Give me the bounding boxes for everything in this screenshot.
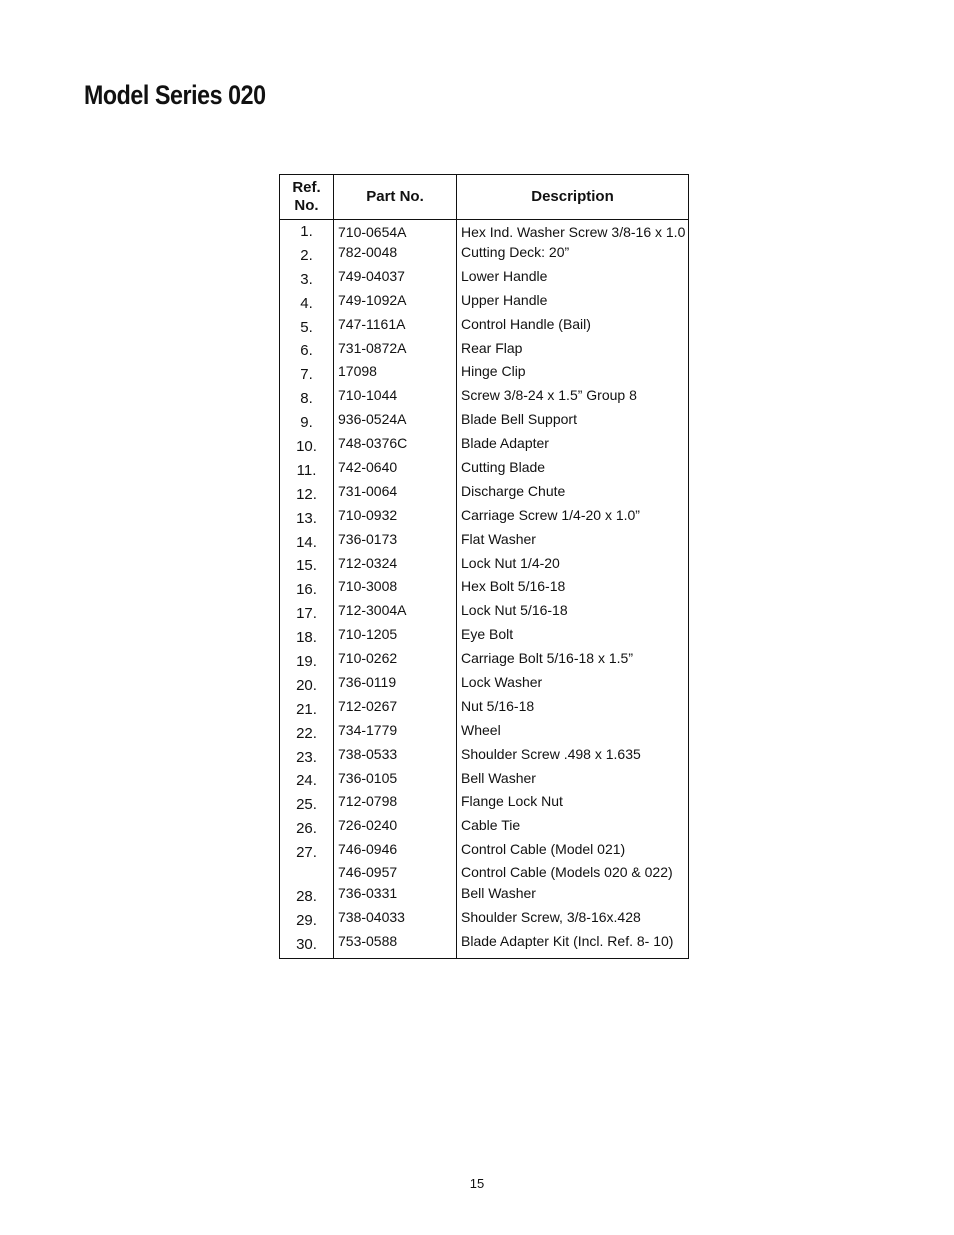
table-row xyxy=(280,220,689,243)
part-number-cell: 748-0376C xyxy=(334,433,457,457)
part-number-cell: 710-3008 xyxy=(334,576,457,600)
table-row xyxy=(280,648,689,672)
ref-cell: 10. xyxy=(280,433,334,457)
ref-cell: 20. xyxy=(280,672,334,696)
description-cell: Carriage Screw 1/4-20 x 1.0” xyxy=(461,506,640,523)
ref-cell: 13. xyxy=(280,505,334,529)
table-row xyxy=(280,600,689,624)
table-row xyxy=(280,576,689,600)
table-row xyxy=(280,883,689,907)
description-cell: Control Cable (Models 020 & 022) xyxy=(461,864,673,881)
table-row xyxy=(280,409,689,433)
ref-cell: 11. xyxy=(280,457,334,481)
description-cell: Screw 3/8-24 x 1.5” Group 8 xyxy=(461,387,637,404)
parts-table-body xyxy=(280,220,689,959)
ref-no-header: Ref. No. xyxy=(280,175,334,220)
description-cell: Lower Handle xyxy=(461,267,548,284)
part-number-cell: 738-04033 xyxy=(334,907,457,931)
description-cell: Nut 5/16-18 xyxy=(461,697,535,714)
part-number-cell: 712-3004A xyxy=(334,600,457,624)
part-number-cell: 753-0588 xyxy=(334,931,457,958)
table-row xyxy=(280,361,689,385)
part-number-cell: 782-0048 xyxy=(334,242,457,266)
description-cell: Blade Adapter xyxy=(461,435,549,452)
part-number-cell: 738-0533 xyxy=(334,744,457,768)
parts-list-table xyxy=(279,174,689,959)
part-number-cell: 710-0262 xyxy=(334,648,457,672)
description-cell: Bell Washer xyxy=(461,885,536,902)
ref-cell xyxy=(280,863,334,883)
table-row xyxy=(280,791,689,815)
ref-cell: 23. xyxy=(280,744,334,768)
ref-cell: 29. xyxy=(280,907,334,931)
part-number-cell: 712-0324 xyxy=(334,553,457,577)
description-cell: Blade Bell Support xyxy=(461,411,577,428)
table-row xyxy=(280,696,689,720)
part-number-cell: 736-0173 xyxy=(334,529,457,553)
description-cell: Cable Tie xyxy=(461,817,521,834)
description-cell: Hinge Clip xyxy=(461,363,526,380)
ref-cell: 9. xyxy=(280,409,334,433)
table-row xyxy=(280,529,689,553)
ref-cell: 1. xyxy=(280,220,334,243)
description-cell: Cutting Blade xyxy=(461,459,546,476)
part-number-cell: 710-0932 xyxy=(334,505,457,529)
part-number-cell: 736-0119 xyxy=(334,672,457,696)
description-cell: Discharge Chute xyxy=(461,482,566,499)
table-row xyxy=(280,457,689,481)
ref-cell: 28. xyxy=(280,883,334,907)
description-cell: Hex Ind. Washer Screw 3/8-16 x 1.0 xyxy=(461,224,686,240)
part-number-cell: 731-0872A xyxy=(334,338,457,362)
ref-cell: 7. xyxy=(280,361,334,385)
ref-cell: 15. xyxy=(280,553,334,577)
table-row xyxy=(280,672,689,696)
table-row xyxy=(280,624,689,648)
description-header: Description xyxy=(457,175,689,220)
ref-cell: 3. xyxy=(280,266,334,290)
ref-cell: 8. xyxy=(280,385,334,409)
table-row xyxy=(280,720,689,744)
part-number-cell: 17098 xyxy=(334,361,457,385)
description-cell: Upper Handle xyxy=(461,291,548,308)
description-cell: Blade Adapter Kit (Incl. Ref. 8- 10) xyxy=(461,932,674,949)
part-number-cell: 712-0267 xyxy=(334,696,457,720)
ref-cell: 26. xyxy=(280,815,334,839)
description-cell: Lock Nut 1/4-20 xyxy=(461,554,560,571)
ref-cell: 12. xyxy=(280,481,334,505)
description-cell: Carriage Bolt 5/16-18 x 1.5” xyxy=(461,650,633,667)
table-row xyxy=(280,907,689,931)
table-header xyxy=(280,175,689,220)
ref-cell: 5. xyxy=(280,314,334,338)
ref-cell: 18. xyxy=(280,624,334,648)
part-number-cell: 710-0654A xyxy=(334,220,457,243)
table-row xyxy=(280,744,689,768)
table-row xyxy=(280,481,689,505)
table-row xyxy=(280,863,689,883)
part-number-cell: 749-1092A xyxy=(334,290,457,314)
part-number-cell: 726-0240 xyxy=(334,815,457,839)
ref-cell: 4. xyxy=(280,290,334,314)
part-number-cell: 936-0524A xyxy=(334,409,457,433)
table-row xyxy=(280,385,689,409)
table-row xyxy=(280,768,689,792)
ref-cell: 21. xyxy=(280,696,334,720)
ref-cell: 19. xyxy=(280,648,334,672)
ref-cell: 16. xyxy=(280,576,334,600)
table-row xyxy=(280,505,689,529)
ref-cell: 14. xyxy=(280,529,334,553)
description-cell: Rear Flap xyxy=(461,339,523,356)
description-cell: Bell Washer xyxy=(461,769,536,786)
table-row xyxy=(280,839,689,863)
description-cell: Eye Bolt xyxy=(461,626,514,643)
description-cell: Flat Washer xyxy=(461,530,536,547)
part-number-cell: 746-0957 xyxy=(334,863,457,883)
part-number-cell: 747-1161A xyxy=(334,314,457,338)
part-number-cell: 736-0105 xyxy=(334,768,457,792)
description-cell: Hex Bolt 5/16-18 xyxy=(461,578,566,595)
ref-cell: 25. xyxy=(280,791,334,815)
table-row xyxy=(280,290,689,314)
part-number-cell: 749-04037 xyxy=(334,266,457,290)
table-row xyxy=(280,433,689,457)
table-row xyxy=(280,931,689,958)
part-number-cell: 742-0640 xyxy=(334,457,457,481)
page-number: 15 xyxy=(469,1176,485,1191)
description-cell: Lock Washer xyxy=(461,674,543,691)
ref-cell: 30. xyxy=(280,931,334,958)
part-no-header: Part No. xyxy=(334,175,457,220)
ref-cell: 17. xyxy=(280,600,334,624)
ref-cell: 2. xyxy=(280,242,334,266)
description-cell: Shoulder Screw, 3/8-16x.428 xyxy=(461,909,641,926)
part-number-cell: 734-1779 xyxy=(334,720,457,744)
ref-cell: 22. xyxy=(280,720,334,744)
part-number-cell: 712-0798 xyxy=(334,791,457,815)
description-cell: Control Cable (Model 021) xyxy=(461,841,626,858)
part-number-cell: 710-1044 xyxy=(334,385,457,409)
part-number-cell: 731-0064 xyxy=(334,481,457,505)
table-row xyxy=(280,266,689,290)
part-number-cell: 746-0946 xyxy=(334,839,457,863)
description-cell: Flange Lock Nut xyxy=(461,793,563,810)
ref-cell: 27. xyxy=(280,839,334,863)
table-row xyxy=(280,553,689,577)
page-title: Model Series 020 xyxy=(84,80,266,110)
description-cell: Shoulder Screw .498 x 1.635 xyxy=(461,745,641,762)
table-row xyxy=(280,314,689,338)
table-row xyxy=(280,815,689,839)
table-row xyxy=(280,242,689,266)
part-number-cell: 736-0331 xyxy=(334,883,457,907)
table-row xyxy=(280,338,689,362)
description-cell: Wheel xyxy=(461,721,501,738)
part-number-cell: 710-1205 xyxy=(334,624,457,648)
ref-cell: 24. xyxy=(280,768,334,792)
ref-cell: 6. xyxy=(280,338,334,362)
description-cell: Control Handle (Bail) xyxy=(461,315,591,332)
description-cell: Lock Nut 5/16-18 xyxy=(461,602,568,619)
description-cell: Cutting Deck: 20” xyxy=(461,244,570,260)
